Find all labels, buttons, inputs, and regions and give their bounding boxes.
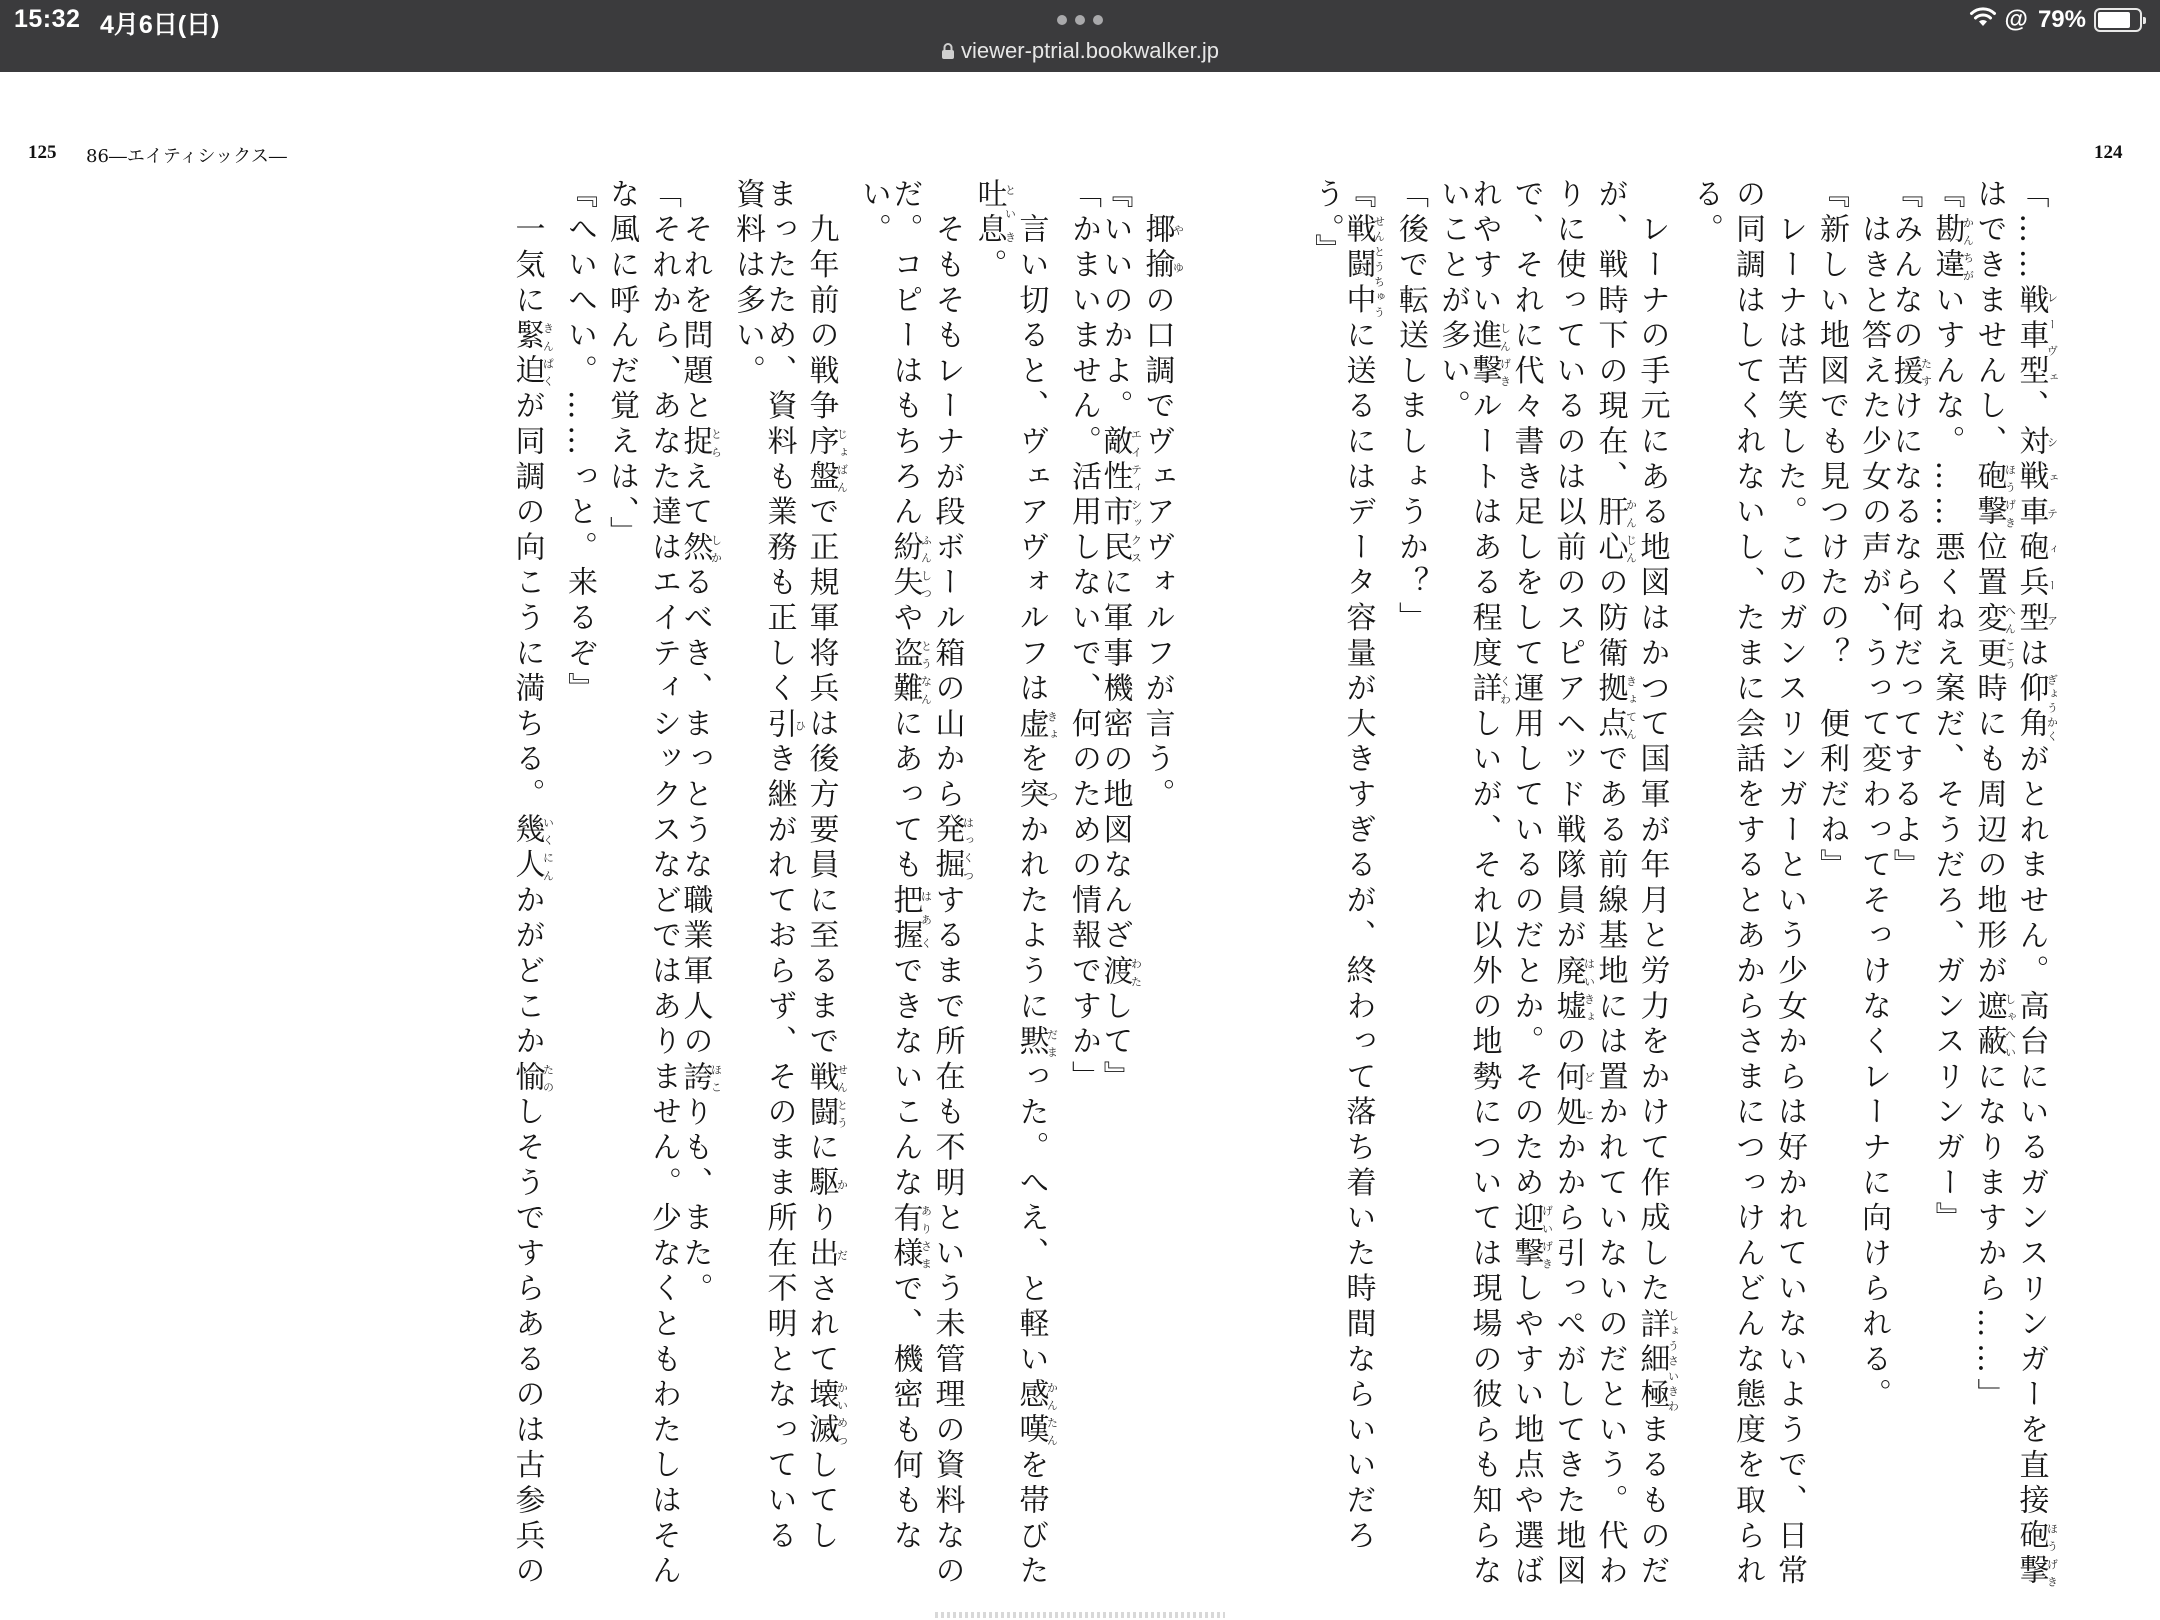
- text-segment: 、: [2013, 389, 2049, 426]
- text-segment: 『新しい地図でも見つけたの？ 便利だね』: [1814, 178, 1849, 884]
- text-segment: る。: [1688, 178, 1723, 249]
- text-line: [1466, 178, 1512, 1591]
- ruby-base: 敵性市民: [1097, 425, 1133, 567]
- ruby-base: 感嘆: [1013, 1378, 1049, 1449]
- ruby-word: [509, 1060, 555, 1096]
- text-line: [856, 178, 890, 249]
- text-segment: に: [803, 1131, 839, 1167]
- text-segment: レーナは苦笑した。このガンスリンガーという少女からは好かれていないようで、日常: [1772, 178, 1807, 1590]
- text-segment: で、機密も何もな: [887, 1272, 923, 1555]
- ruby-base: 進撃: [1466, 319, 1502, 390]
- ruby-word: [1097, 954, 1143, 990]
- text-segment: が、戦時下の現在、: [1592, 178, 1628, 496]
- text-line: [1340, 178, 1386, 1555]
- ruby-reading: しか: [709, 531, 723, 567]
- ruby-word: [2013, 1519, 2059, 1591]
- ruby-reading: ひ: [793, 707, 807, 743]
- ruby-reading: ありさま: [919, 1201, 933, 1273]
- text-segment: してし: [803, 1448, 839, 1555]
- ruby-base: 引: [761, 707, 797, 743]
- ruby-reading: しょうさいきわ: [1666, 1307, 1680, 1414]
- text-segment: 「後で転送しましょうか？」: [1393, 178, 1428, 637]
- text-segment: に軍事機密の地図なんざ: [1097, 566, 1133, 955]
- text-segment: り: [803, 1201, 839, 1238]
- ruby-reading: といき: [1003, 178, 1017, 249]
- text-line: [1814, 178, 1848, 884]
- text-segment: は: [2013, 636, 2049, 673]
- ruby-reading: せんとう: [835, 1060, 849, 1132]
- ruby-word: [887, 1201, 933, 1273]
- text-segment: 『いいのかよ。: [1097, 178, 1133, 426]
- ruby-reading: だま: [1045, 1025, 1059, 1061]
- text-segment: い。: [856, 178, 891, 249]
- ruby-word: [1013, 707, 1059, 743]
- text-line: [1592, 178, 1638, 1591]
- ruby-word: [509, 813, 555, 885]
- text-segment: の防衛: [1592, 566, 1628, 673]
- text-segment: して』: [1097, 989, 1133, 1096]
- text-segment: るべき、まっとうな職業軍人の: [677, 566, 713, 1061]
- text-line: [1929, 178, 1975, 1238]
- ruby-base: 戦闘: [803, 1060, 839, 1132]
- dot-icon: [1057, 15, 1067, 25]
- ruby-word: [1929, 213, 1975, 284]
- ruby-base: 盗難: [887, 636, 923, 708]
- text-segment: き継がれておらず、そのまま所在不明となっている: [761, 742, 797, 1555]
- text-segment: の: [1550, 1025, 1586, 1061]
- ruby-word: [509, 319, 555, 390]
- ruby-reading: ほうげき: [2003, 460, 2017, 531]
- ruby-word: [1466, 319, 1512, 390]
- text-segment: レーナの手元にある地図はかつて国軍が年月と労力をかけて作成した: [1634, 178, 1670, 1308]
- ruby-reading: はあく: [919, 884, 933, 955]
- battery-percent: 79%: [2037, 6, 2086, 33]
- ruby-base: 肝心: [1592, 495, 1628, 567]
- text-line: [1139, 178, 1185, 814]
- text-line: [1550, 178, 1596, 1591]
- ruby-base: 勘違: [1929, 213, 1965, 284]
- text-segment: いすんな。……悪くねえ案だ、そうだろ、ガンスリンガー』: [1929, 283, 1965, 1238]
- text-segment: に送るにはデータ容量が大きすぎるが、終わって落ち着いた時間ならいいだろ: [1340, 319, 1376, 1555]
- home-indicator: [935, 1612, 1225, 1618]
- status-date: 4月6日(日): [100, 11, 220, 39]
- ruby-base: 吐息: [971, 178, 1007, 249]
- ruby-word: [1550, 954, 1596, 1026]
- dot-icon: [1093, 15, 1103, 25]
- ruby-reading: しゃへい: [2003, 989, 2017, 1061]
- ruby-word: [803, 425, 849, 496]
- ruby-word: [1971, 460, 2017, 532]
- ruby-reading: エイティシックス: [1129, 425, 1143, 567]
- ruby-word: [887, 531, 933, 602]
- text-segment: えて: [677, 460, 713, 532]
- right-page-number: 124: [2094, 142, 2123, 163]
- ruby-reading: かんちが: [1961, 213, 1975, 284]
- ruby-reading: か: [835, 1166, 849, 1202]
- text-line: [730, 178, 764, 390]
- ruby-reading: げいげき: [1540, 1201, 1554, 1273]
- text-segment: できないこんな: [887, 954, 923, 1202]
- ruby-reading: たの: [541, 1060, 555, 1096]
- text-line: [1634, 178, 1680, 1591]
- ruby-base: 何処: [1550, 1060, 1586, 1132]
- ruby-reading: シェティーア: [2045, 425, 2059, 637]
- ruby-base: 壊滅: [803, 1378, 839, 1449]
- address-bar[interactable]: [0, 38, 2160, 66]
- text-line: [1066, 178, 1100, 1096]
- text-line: [971, 178, 1017, 284]
- text-line: [1309, 178, 1343, 269]
- ruby-reading: じょばん: [835, 425, 849, 496]
- ruby-reading: ぎょうかく: [2045, 672, 2059, 743]
- ruby-reading: はっくつ: [961, 813, 975, 884]
- text-line: [677, 178, 723, 1308]
- ruby-base: 然: [677, 531, 713, 567]
- ruby-base: 愉: [509, 1060, 545, 1096]
- ruby-word: [1887, 354, 1933, 390]
- ruby-word: [2013, 283, 2059, 390]
- ruby-word: [1340, 213, 1386, 320]
- text-line: [646, 178, 680, 1590]
- text-line: [562, 178, 596, 708]
- text-line: [1393, 178, 1427, 637]
- text-line: [803, 178, 849, 1555]
- ruby-base: 拠点: [1592, 672, 1628, 743]
- text-segment: 位置: [1971, 531, 2007, 602]
- text-segment: ルートはある程度: [1466, 389, 1502, 673]
- ruby-base: 迎撃: [1508, 1201, 1544, 1273]
- more-dots-icon[interactable]: [1057, 15, 1103, 25]
- battery-level: [2098, 12, 2130, 28]
- text-segment: 時にも周辺の地形が: [1971, 672, 2007, 990]
- ruby-word: [2013, 672, 2059, 743]
- text-segment: や: [887, 601, 923, 637]
- ruby-word: [1139, 213, 1185, 284]
- ruby-base: 戦車型: [2013, 283, 2049, 390]
- text-segment: それを問題と: [677, 178, 713, 426]
- ruby-word: [1592, 672, 1638, 743]
- ruby-base: 駆: [803, 1166, 839, 1202]
- text-segment: [1140, 178, 1175, 213]
- ruby-base: 渡: [1097, 954, 1133, 990]
- ruby-reading: わた: [1129, 954, 1143, 990]
- text-segment: の同調はしてくれないし、たまに会話をするとあからさまにつっけんどんな態度を取られ: [1730, 178, 1765, 1590]
- lock-icon: [941, 40, 955, 66]
- text-segment: が同調の向こうに満ちる。: [509, 389, 545, 814]
- status-indicators: [1961, 6, 2142, 34]
- text-segment: で正規軍将兵は後方要員に至るまで: [803, 495, 839, 1061]
- text-segment: まるものだ: [1634, 1413, 1670, 1591]
- ruby-word: [761, 707, 807, 743]
- ruby-base: 序盤: [803, 425, 839, 496]
- ruby-word: [1971, 601, 2017, 673]
- text-segment: 九年前の戦争: [803, 178, 839, 426]
- text-segment: 「かまいません。活用しないで、何のための情報ですか」: [1066, 178, 1101, 1096]
- ruby-reading: とうなん: [919, 636, 933, 708]
- ruby-reading: かんたん: [1045, 1378, 1059, 1449]
- ruby-reading: かんじん: [1624, 495, 1638, 567]
- text-line: [1971, 178, 2017, 1414]
- ruby-word: [1097, 425, 1143, 567]
- text-line: [1730, 178, 1764, 1590]
- ruby-reading: いくにん: [541, 813, 555, 885]
- text-line: [1887, 178, 1933, 885]
- text-line: [1688, 178, 1722, 249]
- text-line: [1435, 178, 1469, 425]
- ruby-word: [1971, 989, 2017, 1061]
- ruby-word: [803, 1060, 849, 1132]
- text-segment: 『: [1929, 178, 1965, 214]
- text-line: [1097, 178, 1143, 1096]
- ruby-base: 発掘: [929, 813, 965, 885]
- text-segment: かがどこか: [509, 884, 545, 1061]
- text-segment: りに使っているのは以前のスピアヘッド戦隊員が: [1550, 178, 1586, 955]
- text-segment: いことが多い。: [1435, 178, 1470, 426]
- ruby-word: [887, 884, 933, 955]
- text-segment: しそうですらあるのは古参兵の: [509, 1095, 545, 1591]
- ruby-reading: へんこう: [2003, 601, 2017, 673]
- ruby-word: [1013, 1025, 1059, 1061]
- ruby-word: [887, 636, 933, 708]
- left-page-number: 125: [28, 142, 57, 163]
- text-segment: かから引っぺがしてきた地図: [1550, 1131, 1586, 1591]
- ruby-base: 突: [1013, 778, 1049, 814]
- ruby-word: [929, 813, 975, 885]
- ruby-reading: つ: [1045, 778, 1059, 814]
- text-segment: まったため、資料も業務も正しく: [761, 178, 797, 708]
- ruby-word: [971, 178, 1017, 249]
- ruby-base: 砲撃: [2013, 1519, 2049, 1591]
- ruby-base: 詳: [1466, 672, 1502, 708]
- book-page-spread[interactable]: [60, 178, 2060, 1591]
- ruby-base: 詳細極: [1634, 1307, 1670, 1414]
- ruby-reading: だ: [835, 1237, 849, 1273]
- text-segment: しやすい地点や選ば: [1508, 1272, 1544, 1591]
- text-segment: するまで所在も不明という未管理の資料なの: [929, 884, 965, 1591]
- text-segment: った。へえ、と軽い: [1013, 1060, 1049, 1379]
- status-time: 15:32: [14, 5, 81, 33]
- text-segment: を: [1013, 742, 1049, 779]
- text-line: [1772, 178, 1806, 1590]
- ruby-reading: やゆ: [1171, 213, 1185, 284]
- ruby-base: 把握: [887, 884, 923, 955]
- ruby-base: 出: [803, 1237, 839, 1273]
- text-segment: である前線基地には置かれていないのだという。代わ: [1592, 742, 1628, 1591]
- text-segment: 『: [1340, 178, 1376, 214]
- ruby-word: [803, 1378, 849, 1449]
- ruby-base: 紛失: [887, 531, 923, 602]
- text-segment: 資料は多い。: [730, 178, 765, 390]
- running-title: 86―エイティシックス―: [86, 146, 287, 167]
- text-segment: 言い切ると、ヴェアヴォルフは: [1013, 178, 1049, 708]
- text-segment: りも、また。: [677, 1095, 713, 1308]
- ruby-base: 虚: [1013, 707, 1049, 743]
- text-segment: だ。コピーはもちろん: [887, 178, 923, 531]
- ruby-base: 幾人: [509, 813, 545, 885]
- text-segment: になりますから……」: [1971, 1060, 2007, 1414]
- text-segment: の口調でヴェアヴォルフが言う。: [1139, 283, 1175, 814]
- ruby-base: 誇: [677, 1060, 713, 1096]
- text-line: [509, 178, 555, 1591]
- text-line: [604, 178, 638, 551]
- ruby-reading: せんとうちゅう: [1372, 213, 1386, 320]
- text-line: [1856, 178, 1890, 1414]
- text-segment: そもそもレーナが段ボール箱の山から: [929, 178, 965, 814]
- text-segment: がとれません。高台にいるガンスリンガーを直接: [2013, 742, 2049, 1520]
- ruby-base: 揶揄: [1139, 213, 1175, 284]
- ruby-word: [1466, 672, 1512, 708]
- ruby-word: [1592, 495, 1638, 567]
- text-line: [1508, 178, 1554, 1591]
- ruby-reading: はいきょ: [1582, 954, 1596, 1026]
- ruby-word: [1013, 778, 1059, 814]
- ruby-reading: とら: [709, 425, 723, 461]
- ruby-reading: きょ: [1045, 707, 1059, 743]
- text-line: [929, 178, 975, 1591]
- ruby-base: 戦闘中: [1340, 213, 1376, 320]
- ruby-base: 黙: [1013, 1025, 1049, 1061]
- text-line: [887, 178, 933, 1555]
- text-segment: 『へいへい。……っと。来るぞ』: [562, 178, 597, 708]
- ruby-word: [2013, 425, 2059, 637]
- text-line: [1013, 178, 1059, 1591]
- ruby-word: [1550, 1060, 1596, 1132]
- ruby-reading: きんぱく: [541, 319, 555, 390]
- ruby-base: 捉: [677, 425, 713, 461]
- text-segment: 「……: [2013, 178, 2049, 284]
- text-segment: しいが、それ以外の地勢については現場の彼らも知らな: [1466, 707, 1502, 1591]
- ruby-base: 緊迫: [509, 319, 545, 390]
- text-line: [2013, 178, 2059, 1591]
- text-segment: はきと答えた少女の声が、うって変わってそっけなくレーナに向けられる。: [1856, 178, 1891, 1414]
- ruby-base: 遮蔽: [1971, 989, 2007, 1061]
- text-segment: されて: [803, 1272, 839, 1379]
- text-segment: 『みんなの: [1887, 178, 1923, 355]
- text-line: [761, 178, 807, 1555]
- browser-status-bar: [0, 0, 2160, 72]
- ruby-reading: かいめつ: [835, 1378, 849, 1449]
- ruby-reading: ほうげき: [2045, 1519, 2059, 1591]
- text-segment: な風に呼んだ覚えは、」: [604, 178, 639, 552]
- ruby-reading: レーヴェ: [2045, 283, 2059, 390]
- ruby-word: [677, 531, 723, 567]
- text-segment: う。』: [1309, 178, 1344, 269]
- wifi-icon: [1969, 6, 1997, 35]
- ruby-base: 援: [1887, 354, 1923, 390]
- battery-icon: [2094, 8, 2142, 32]
- ruby-word: [677, 1060, 723, 1096]
- ruby-word: [677, 425, 723, 461]
- text-segment: 。: [971, 248, 1007, 284]
- ruby-word: [803, 1237, 849, 1273]
- ruby-reading: ほこ: [709, 1060, 723, 1096]
- ruby-base: 廃墟: [1550, 954, 1586, 1026]
- ruby-reading: しんげき: [1498, 319, 1512, 390]
- url-text: viewer-ptrial.bookwalker.jp: [961, 38, 1219, 63]
- text-segment: にあっても: [887, 707, 923, 885]
- text-segment: かれたように: [1013, 813, 1049, 1026]
- ruby-base: 有様: [887, 1201, 923, 1273]
- ruby-reading: きょてん: [1624, 672, 1638, 743]
- ruby-base: 変更: [1971, 601, 2007, 673]
- ruby-reading: ふんしつ: [919, 531, 933, 602]
- ruby-reading: くわ: [1498, 672, 1512, 708]
- text-segment: はできませんし、: [1971, 178, 2007, 461]
- text-segment: を帯びた: [1013, 1448, 1049, 1591]
- text-segment: で、それに代々書き足しをして運用しているのだとか。そのため: [1508, 178, 1544, 1202]
- ruby-base: 対戦車砲兵型: [2013, 425, 2049, 637]
- dot-icon: [1075, 15, 1085, 25]
- text-segment: けになるなら何だってするよ』: [1887, 389, 1923, 885]
- ruby-reading: たす: [1919, 354, 1933, 390]
- vpn-icon: @: [2004, 6, 2028, 33]
- text-segment: 「それから、あなた達はエイティシックスなどではありません。少なくともわたしはそん: [646, 178, 681, 1590]
- ruby-word: [1634, 1307, 1680, 1414]
- ruby-base: 砲撃: [1971, 460, 2007, 532]
- ruby-word: [1508, 1201, 1554, 1273]
- text-segment: 一気に: [509, 178, 545, 320]
- ruby-base: 仰角: [2013, 672, 2049, 743]
- ruby-word: [1013, 1378, 1059, 1449]
- ruby-word: [803, 1166, 849, 1202]
- ruby-reading: どこ: [1582, 1060, 1596, 1132]
- text-segment: れやすい: [1466, 178, 1502, 320]
